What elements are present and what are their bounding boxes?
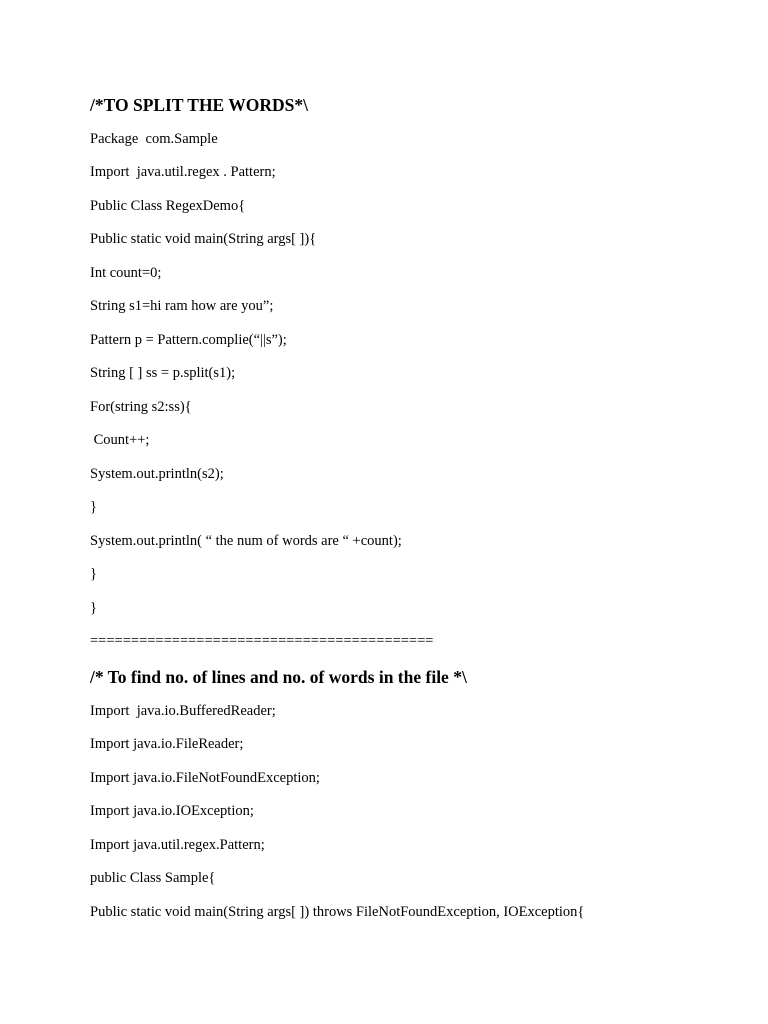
code-line: } xyxy=(90,566,97,582)
code-line: Public Class RegexDemo{ xyxy=(90,198,246,214)
code-line: System.out.println(s2); xyxy=(90,466,224,482)
code-line: public Class Sample{ xyxy=(90,870,216,886)
code-line: Import java.io.IOException; xyxy=(90,803,254,819)
code-line: Import java.io.FileNotFoundException; xyxy=(90,770,320,786)
code-line: } xyxy=(90,600,97,616)
code-line: Import java.io.FileReader; xyxy=(90,736,244,752)
code-line: Import java.io.BufferedReader; xyxy=(90,703,276,719)
code-line: For(string s2:ss){ xyxy=(90,399,192,415)
code-line: Package com.Sample xyxy=(90,131,218,147)
code-line: Public static void main(String args[ ]) throws FileNotFoundException, IOException{ xyxy=(90,904,585,920)
code-line: Import java.util.regex.Pattern; xyxy=(90,837,265,853)
section-divider: ========================================== xyxy=(90,633,434,649)
code-line: Count++; xyxy=(90,432,150,448)
code-line: System.out.println( “ the num of words are “ +count); xyxy=(90,533,402,549)
section-2-heading: /* To find no. of lines and no. of words in the file *\ xyxy=(90,667,467,687)
code-line: Public static void main(String args[ ]){ xyxy=(90,231,317,247)
code-line: } xyxy=(90,499,97,515)
section-1-heading: /*TO SPLIT THE WORDS*\ xyxy=(90,95,309,115)
code-line: String [ ] ss = p.split(s1); xyxy=(90,365,236,381)
code-line: Pattern p = Pattern.complie(“||s”); xyxy=(90,332,287,348)
code-line: Int count=0; xyxy=(90,265,162,281)
code-line: String s1=hi ram how are you”; xyxy=(90,298,274,314)
code-line: Import java.util.regex . Pattern; xyxy=(90,164,276,180)
